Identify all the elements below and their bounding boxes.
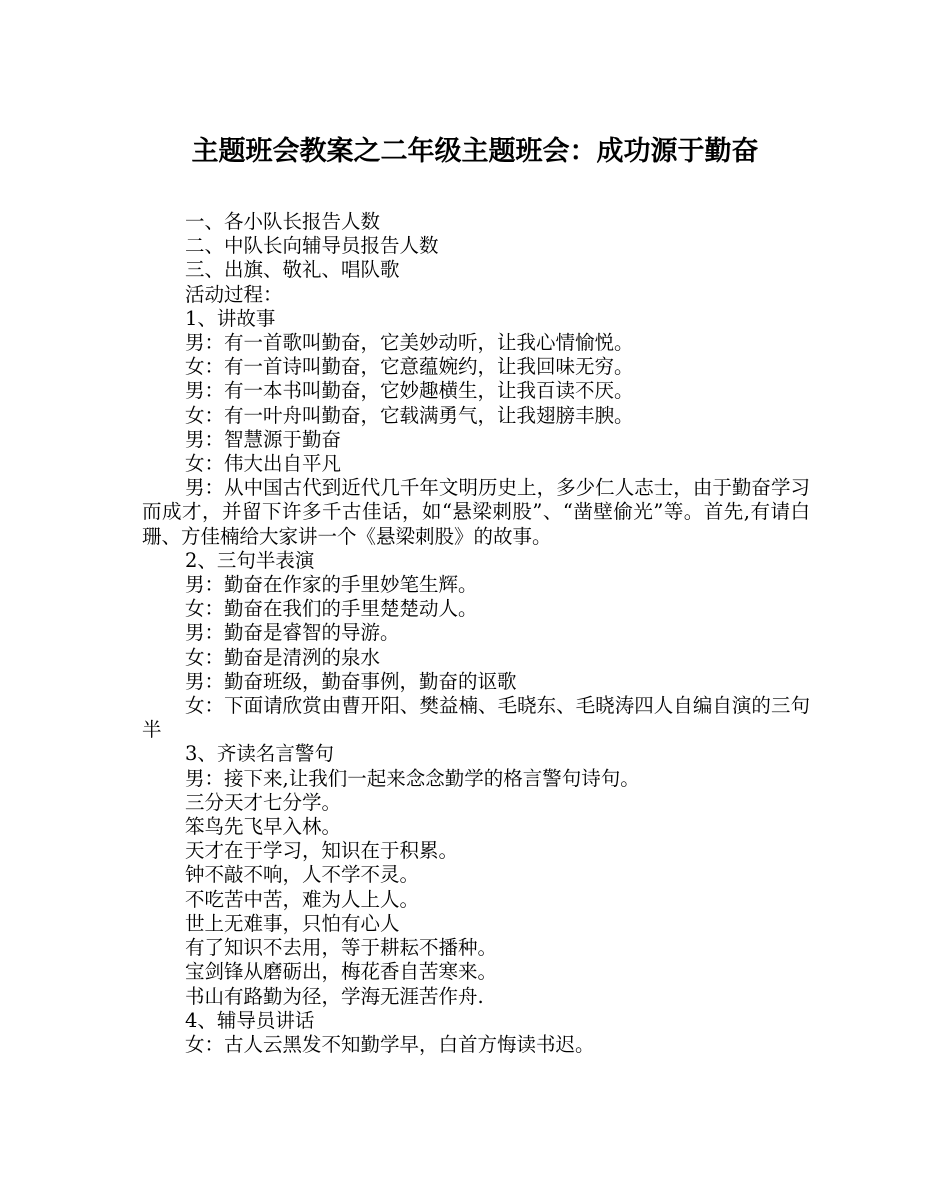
paragraph: 女：有一首诗叫勤奋，它意蕴婉约，让我回味无穷。 [185, 355, 634, 379]
section-heading: 1、讲故事 [185, 306, 276, 330]
paragraph: 男：勤奋是睿智的导游。 [185, 621, 400, 645]
paragraph: 女：下面请欣赏由曹开阳、樊益楠、毛晓东、毛晓涛四人自编自演的三句半 [142, 694, 810, 742]
paragraph: 男：勤奋在作家的手里妙笔生辉。 [185, 573, 478, 597]
paragraph: 女：有一叶舟叫勤奋，它载满勇气，让我翅膀丰腴。 [185, 403, 634, 427]
paragraph: 女：古人云黑发不知勤学早，白首方悔读书迟。 [185, 1032, 595, 1056]
proverb-line: 书山有路勤为径，学海无涯苦作舟. [185, 984, 484, 1008]
section-heading: 4、辅导员讲话 [185, 1008, 315, 1032]
section-heading: 3、齐读名言警句 [185, 742, 334, 766]
proverb-line: 宝剑锋从磨砺出，梅花香自苦寒来。 [185, 960, 498, 984]
paragraph: 男：接下来,让我们一起来念念勤学的格言警句诗句。 [185, 766, 640, 790]
paragraph: 女：勤奋在我们的手里楚楚动人。 [185, 597, 478, 621]
proverb-line: 钟不敲不响，人不学不灵。 [185, 863, 420, 887]
paragraph: 女：勤奋是清洌的泉水 [185, 645, 381, 669]
paragraph: 活动过程： [185, 282, 283, 306]
document-title: 主题班会教案之二年级主题班会：成功源于勤奋 [191, 136, 759, 167]
proverb-line: 世上无难事，只怕有心人 [185, 911, 400, 935]
paragraph: 男：从中国古代到近代几千年文明历史上，多少仁人志士，由于勤奋学习而成才，并留下许多千古佳话，如“悬梁刺股”、“凿壁偷光”等。首先,有请白珊、方佳楠给大家讲一个《悬梁刺股》的故事。 [142, 476, 810, 548]
paragraph: 男：有一本书叫勤奋，它妙趣横生，让我百读不厌。 [185, 379, 634, 403]
section-heading: 2、三句半表演 [185, 548, 315, 572]
proverb-line: 笨鸟先飞早入林。 [185, 815, 342, 839]
document-body [142, 210, 810, 1057]
paragraph: 男：勤奋班级，勤奋事例，勤奋的讴歌 [185, 669, 517, 693]
paragraph: 三、出旗、敬礼、唱队歌 [185, 258, 400, 282]
paragraph: 一、各小队长报告人数 [185, 210, 381, 233]
proverb-line: 有了知识不去用，等于耕耘不播种。 [185, 936, 498, 960]
paragraph: 男：智慧源于勤奋 [185, 427, 342, 451]
paragraph: 男：有一首歌叫勤奋，它美妙动听，让我心情愉悦。 [185, 331, 634, 355]
proverb-line: 不吃苦中苦，难为人上人。 [185, 887, 420, 911]
proverb-line: 天才在于学习，知识在于积累。 [185, 839, 459, 863]
paragraph: 女：伟大出自平凡 [185, 452, 342, 476]
proverb-line: 三分天才七分学。 [185, 790, 342, 814]
paragraph: 二、中队长向辅导员报告人数 [185, 234, 439, 258]
